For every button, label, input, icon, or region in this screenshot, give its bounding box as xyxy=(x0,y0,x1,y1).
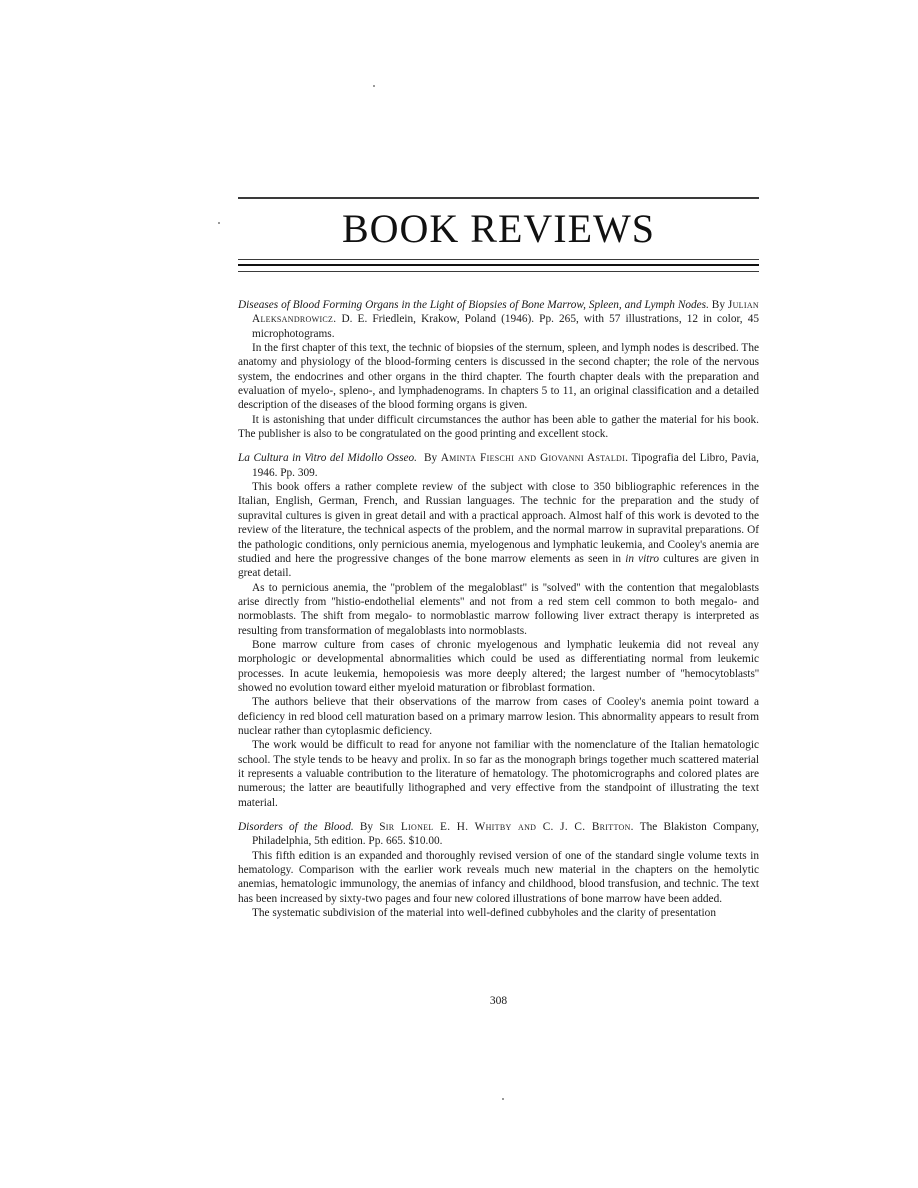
review-paragraph: It is astonishing that under difficult circumstances the author has been able to gather the material for his book. The publisher is also to be congratulated on the good printing and excellent stock. xyxy=(238,413,759,441)
review-2 xyxy=(238,451,759,810)
italic-phrase: in vitro xyxy=(625,552,660,565)
by-label: By xyxy=(416,452,441,465)
review-paragraph xyxy=(238,480,759,580)
section-gap xyxy=(238,810,759,820)
publication-details: Tipografia del Libro, Pavia, 1946. Pp. 309. xyxy=(252,452,759,479)
paragraph-text: This book offers a rather complete review of the subject with close to 350 bibliographic references in the Italian, English, German, French, and Russian languages. The technic for the preparation and the study of supravital cultures is given in great detail and with a practical approach. Almost half of this work is devoted to the review of the literature, the technical aspects of the problem, and the normal marrow in supravital preparations. Of the pathologic conditions, only pernicious anemia, myelogenous and lymphatic leukemia, and Cooley's anemia are studied and here the progressive changes of the bone marrow elements as seen in xyxy=(238,481,759,565)
review-paragraph: In the first chapter of this text, the technic of biopsies of the sternum, spleen, and lymph nodes is described. The anatomy and physiology of the blood-forming centers is discussed in the second chapter; the role of the nervous system, the endocrines and other organs in the third chapter. The fourth chapter deals with the preparation and evaluation of myelo-, spleno-, and lymphadenograms. In chapters 5 to 11, an original classification and a detailed description of the diseases of the blood forming organs is given. xyxy=(238,342,759,412)
book-title: Disorders of the Blood. xyxy=(238,821,354,834)
book-author: Julian Aleksandrowicz. xyxy=(252,299,759,326)
review-citation xyxy=(238,820,759,849)
paragraph-text: cultures are given in great detail. xyxy=(238,552,760,580)
by-label: By xyxy=(353,821,380,834)
page-title: BOOK REVIEWS xyxy=(341,206,656,251)
review-paragraph: The work would be difficult to read for anyone not familiar with the nomenclature of the Italian hematologic school. The style tends to be heavy and prolix. In so far as the monograph brings together much scattered material it represents a valuable contribution to the literature of hematology. The photomicrographs and colored plates are numerous; the latter are beautifully lithographed and very effective from the standpoint of illustrating the text material. xyxy=(238,739,759,809)
title-rule-middle xyxy=(238,264,759,266)
review-paragraph: The authors believe that their observations of the marrow from cases of Cooley's anemia point toward a deficiency in red blood cell maturation based on a primary marrow lesion. This abnormality appears to result from nuclear rather than cytoplasmic deficiency. xyxy=(238,696,759,737)
review-3 xyxy=(238,820,759,920)
book-title: La Cultura in Vitro del Midollo Osseo. xyxy=(238,452,417,465)
top-rule xyxy=(238,197,759,199)
reviews-body xyxy=(238,298,759,920)
publication-details: D. E. Friedlein, Krakow, Poland (1946). Pp. 265, with 57 illustrations, 12 in color, 45 microphotograms. xyxy=(252,313,759,340)
review-paragraph: The systematic subdivision of the material into well-defined cubbyholes and the clarity of presentation xyxy=(252,907,716,920)
section-gap xyxy=(238,441,759,451)
scan-speck xyxy=(502,1098,504,1100)
review-paragraph: Bone marrow culture from cases of chronic myelogenous and lymphatic leukemia did not reveal any morphologic or developmental abnormalities which could be used as differentiating normal from leukemic processes. In acute leukemia, hemopoiesis was more deeply altered; the largest number of ''hemocytoblasts'' showed no evolution toward either myeloid maturation or fibroblast formation. xyxy=(238,638,759,694)
book-author: Aminta Fieschi and Giovanni Astaldi. xyxy=(440,452,629,465)
title-rule-lower xyxy=(238,271,759,272)
page-number: 308 xyxy=(489,995,508,1007)
scan-speck xyxy=(218,222,220,224)
review-paragraph: As to pernicious anemia, the ''problem of the megaloblast'' is ''solved'' with the contention that megaloblasts arise directly from ''histio-endothelial elements'' and not from a red stem cell common to both megalo- and normoblasts. The shift from megalo- to normoblastic marrow following liver extract therapy is interpreted as resulting from transformation of megaloblasts into normoblasts. xyxy=(238,581,759,637)
book-title: Diseases of Blood Forming Organs in the Light of Biopsies of Bone Marrow, Spleen, and Lymph Nodes. xyxy=(238,299,709,311)
review-paragraph: This fifth edition is an expanded and thoroughly revised version of one of the standard single volume texts in hematology. Comparison with the earlier work reveals much new material in the chapters on the hemolytic anemias, hematologic immunology, the anemias of infancy and childhood, blood transfusion, and technic. The text has been increased by sixty-two pages and four new colored illustrations of bone marrow have been added. xyxy=(238,849,759,905)
review-1 xyxy=(238,298,759,441)
review-citation xyxy=(238,451,759,480)
publication-details: The Blakiston Company, Philadelphia, 5th edition. Pp. 665. $10.00. xyxy=(252,821,759,848)
title-rule-upper xyxy=(238,259,759,260)
review-citation xyxy=(238,298,759,341)
by-label: By xyxy=(708,299,728,311)
scan-speck xyxy=(373,85,375,87)
book-author: Sir Lionel E. H. Whitby and C. J. C. Britton. xyxy=(379,821,634,834)
